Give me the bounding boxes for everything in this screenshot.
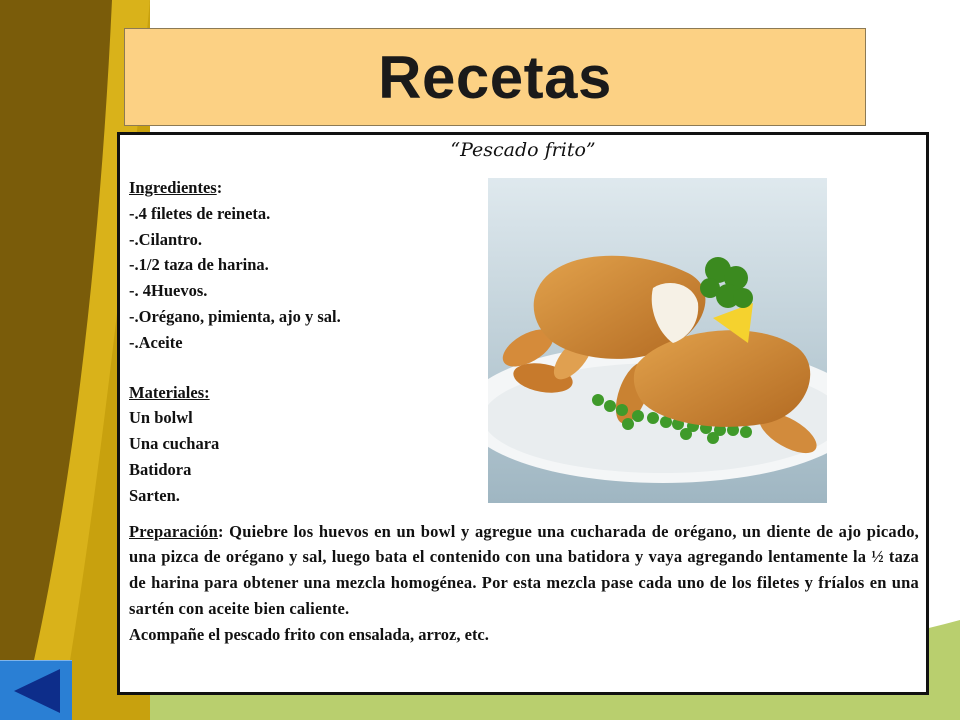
slide-title-bar xyxy=(124,28,866,126)
ingredient-item: -.4 filetes de reineta. xyxy=(129,203,271,223)
back-button[interactable] xyxy=(0,660,72,720)
recipe-card xyxy=(117,132,929,695)
material-item: Una cuchara xyxy=(129,434,220,454)
recipe-title: “Pescado frito” xyxy=(450,139,596,161)
ingredient-item: -.1/2 taza de harina. xyxy=(129,255,269,275)
preparation-text: : Quiebre los huevos en un bowl y agregue una cucharada de orégano, un diente de ajo picado, una pizca de orégano y sal, luego bata el contenido con una batidora y vaya agregando lentamente la ½ taza de harina para obtener una mezcla homogénea. Por esta mezcla pase cada uno de los filetes y fríalos en una sartén con aceite bien caliente. xyxy=(129,521,919,618)
preparation-paragraph xyxy=(129,519,919,622)
triangle-left-icon xyxy=(0,661,72,721)
ingredients-heading: Ingredientes xyxy=(129,178,217,197)
ingredient-item: -.Orégano, pimienta, ajo y sal. xyxy=(129,306,341,326)
material-item: Batidora xyxy=(129,459,192,479)
material-item: Un bolwl xyxy=(129,408,193,428)
closing-text: Acompañe el pescado frito con ensalada, arroz, etc. xyxy=(129,624,489,644)
materials-heading: Materiales: xyxy=(129,382,210,402)
ingredient-item: -.Cilantro. xyxy=(129,229,203,249)
ingredient-item: -.Aceite xyxy=(129,332,183,352)
material-item: Sarten. xyxy=(129,485,180,505)
slide-title: Recetas xyxy=(378,43,612,111)
ingredients-heading-line: Ingredientes: xyxy=(129,178,223,197)
preparation-heading: Preparación xyxy=(129,521,218,541)
ingredient-item: -. 4Huevos. xyxy=(129,281,208,301)
recipe-text xyxy=(129,175,919,648)
